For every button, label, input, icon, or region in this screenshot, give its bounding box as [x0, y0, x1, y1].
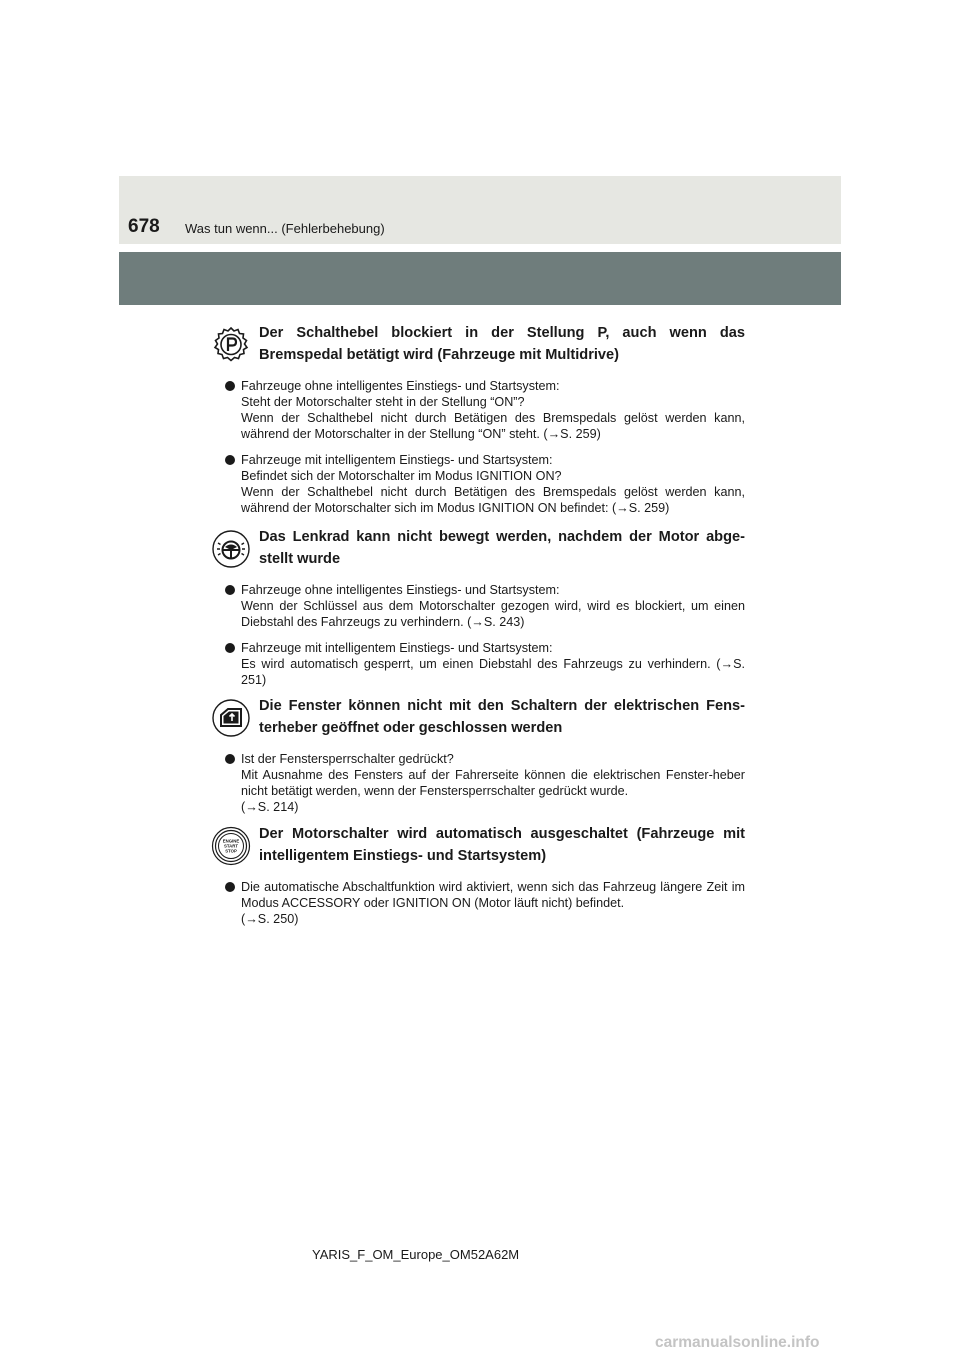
bullet-text: Steht der Motorschalter steht in der Stellung “ON”? [241, 395, 525, 409]
bullet-text: Fahrzeuge mit intelligentem Einstiegs- und Startsystem: [241, 641, 553, 655]
icon-label-engine: ENGINE [222, 838, 240, 844]
list-item [211, 640, 745, 688]
bullet-text: Die automatische Abschaltfunktion wird aktiviert, wenn sich das Fahrzeug längere Zeit im Modus ACCESSORY oder IGNITION ON (Motor läuft nicht) befindet. [241, 880, 745, 910]
bullet-text: Fahrzeuge ohne intelligentes Einstiegs- und Startsystem: [241, 379, 560, 393]
list-item [211, 879, 745, 927]
bullet-text: (→S. 250) [241, 912, 299, 926]
item-heading: Der Schalthebel blockiert in der Stellung P, auch wenn das Bremspedal betätigt wird (Fahrzeuge mit Multidrive) [259, 325, 745, 363]
bullet-dot [225, 643, 235, 653]
bullet-text: Befindet sich der Motorschalter im Modus IGNITION ON? [241, 469, 562, 483]
faq-item-shift-lever [211, 322, 745, 526]
bullet-text: Es wird automatisch gesperrt, um einen Diebstahl des Fahrzeugs zu verhindern. (→S. 251) [241, 657, 745, 687]
section-title: Was tun wenn... (Fehlerbehebung) [185, 221, 385, 236]
bullet-text: Fahrzeuge ohne intelligentes Einstiegs- und Startsystem: [241, 583, 560, 597]
item-heading: Das Lenkrad kann nicht bewegt werden, nachdem der Motor abge-stellt wurde [259, 529, 745, 567]
faq-item-power-windows [211, 695, 745, 825]
bullet-text: (→S. 214) [241, 800, 299, 814]
bullet-text: Mit Ausnahme des Fensters auf der Fahrerseite können die elektrischen Fenster-heber nicht betätigt werden, wenn der Fenstersperrschalter gedrückt wurde. [241, 768, 745, 798]
bullet-dot [225, 585, 235, 595]
faq-item-engine-switch [211, 823, 745, 937]
steering-wheel-icon [211, 529, 251, 569]
bullet-text: Wenn der Schalthebel nicht durch Betätigen des Bremspedals gelöst werden kann, während der Motorschalter in der Stellung “ON” steht. (→S. 259) [241, 411, 745, 441]
item-heading: Die Fenster können nicht mit den Schaltern der elektrischen Fens-terheber geöffnet oder geschlossen werden [259, 698, 745, 736]
power-window-icon [211, 698, 251, 738]
faq-item-steering-wheel [211, 526, 745, 698]
parking-gear-icon [211, 325, 251, 365]
bullet-dot [225, 882, 235, 892]
icon-label-stop: STOP [225, 848, 237, 854]
bullet-text: Fahrzeuge mit intelligentem Einstiegs- und Startsystem: [241, 453, 553, 467]
chapter-band [119, 252, 841, 305]
bullet-dot [225, 381, 235, 391]
document-code: YARIS_F_OM_Europe_OM52A62M [312, 1247, 520, 1262]
item-heading: Der Motorschalter wird automatisch ausgeschaltet (Fahrzeuge mit intelligentem Einstiegs- und Startsystem) [259, 826, 745, 864]
list-item [211, 751, 745, 815]
icon-label-start: START [223, 843, 239, 849]
watermark: carmanualsonline.info [655, 1334, 820, 1351]
bullet-text: Wenn der Schalthebel nicht durch Betätigen des Bremspedals gelöst werden kann, während der Motorschalter sich im Modus IGNITION ON befindet: (→S. 259) [241, 485, 745, 515]
list-item [211, 378, 745, 442]
list-item [211, 582, 745, 630]
list-item [211, 452, 745, 516]
bullet-dot [225, 455, 235, 465]
page-number: 678 [128, 216, 160, 237]
engine-start-stop-icon [211, 826, 251, 866]
bullet-text: Wenn der Schlüssel aus dem Motorschalter gezogen wird, wird es blockiert, um einen Diebstahl des Fahrzeugs zu verhindern. (→S. 243) [241, 599, 745, 629]
bullet-text: Ist der Fenstersperrschalter gedrückt? [241, 752, 454, 766]
bullet-dot [225, 754, 235, 764]
